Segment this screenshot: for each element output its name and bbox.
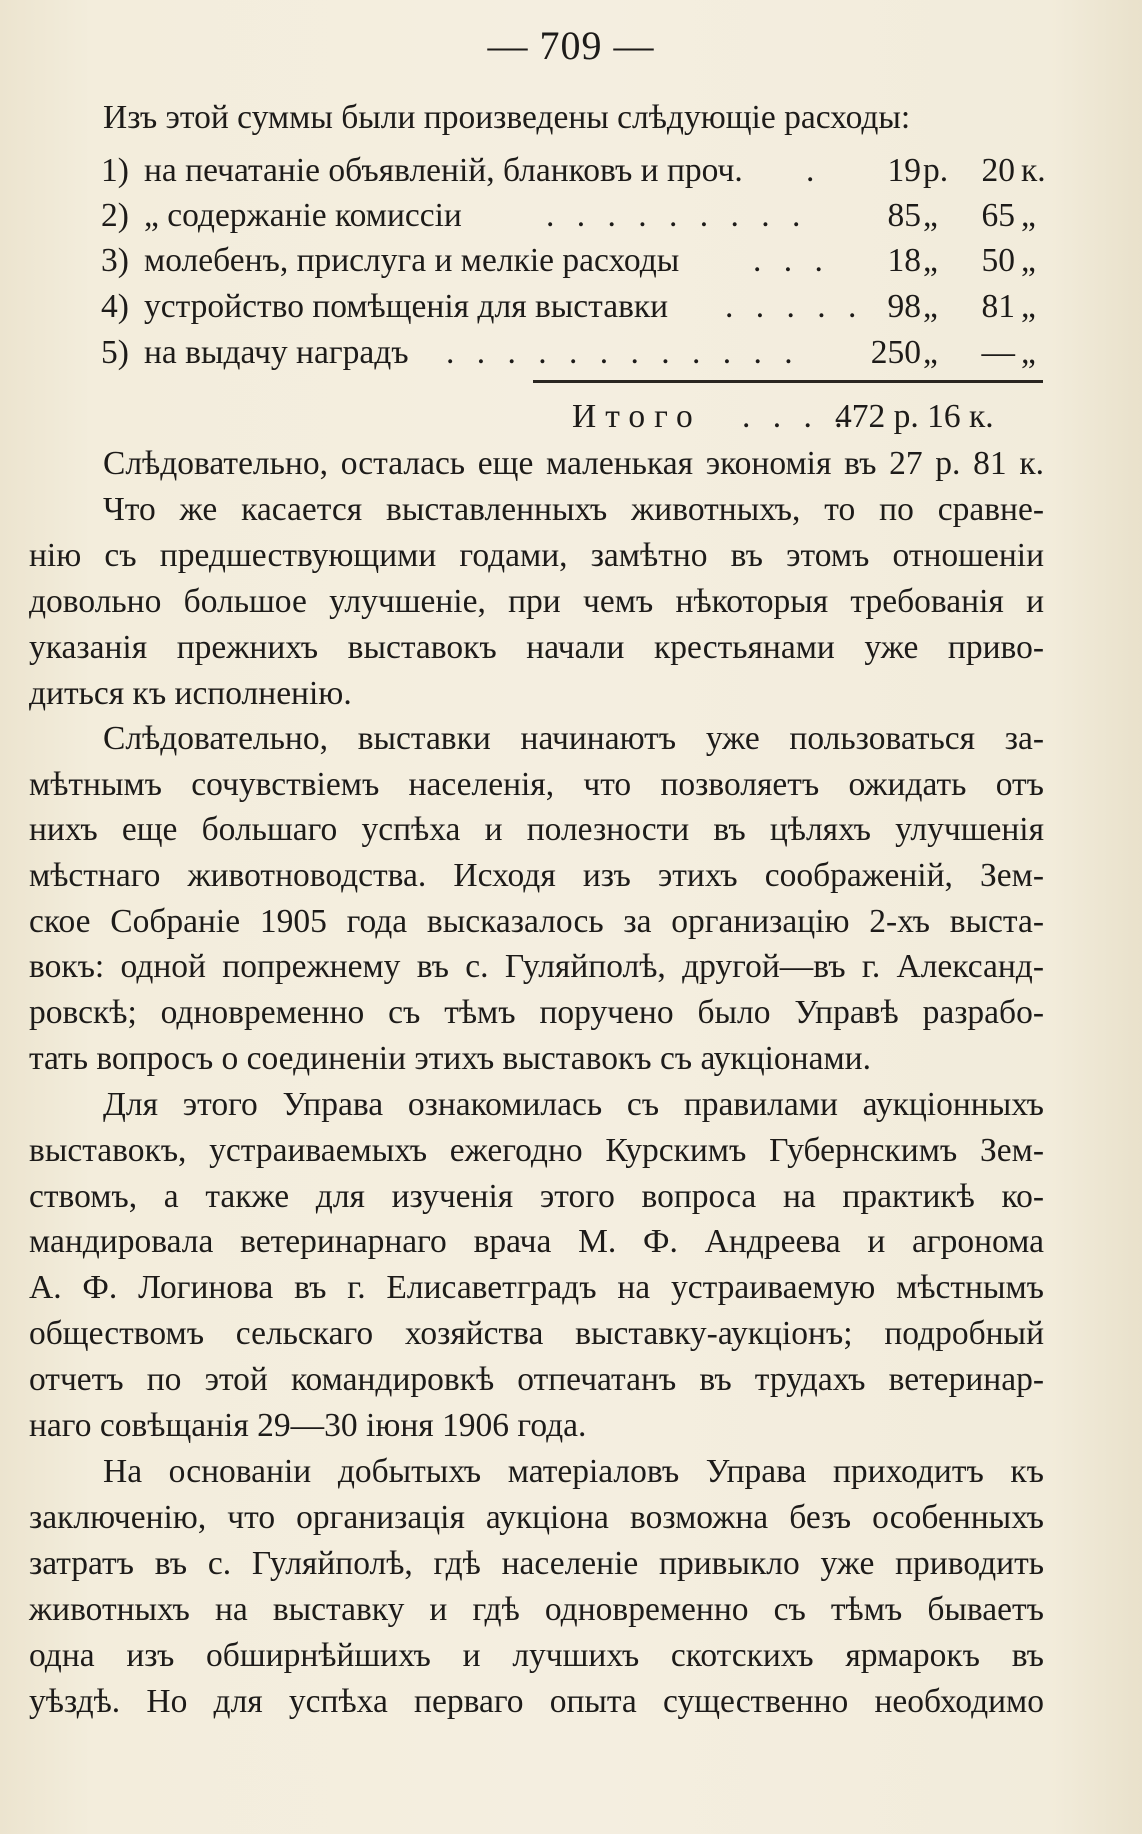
text-line: уѣздѣ. Но для успѣха перваго опыта существенно необходимо — [29, 1683, 1044, 1720]
text-line: мѣтнымъ сочувствіемъ населенія, что позволяетъ ожидать отъ — [29, 766, 1044, 803]
text-line: Что же касается выставленныхъ животныхъ, то по сравне- — [103, 491, 1044, 528]
total-row — [572, 394, 1044, 440]
expense-rubles: 85 — [887, 197, 921, 234]
ruble-unit: „ — [923, 288, 938, 325]
leader-dots: . . . . . . . . . — [546, 197, 808, 234]
expense-rubles: 18 — [887, 242, 921, 279]
leader-dots: . . . . . . . . . . . . — [446, 334, 800, 371]
text-line: А. Ф. Логинова въ г. Елисаветградъ на устраиваемую мѣстнымъ — [29, 1269, 1044, 1306]
expense-row-1 — [101, 148, 1046, 194]
expense-description: „ содержаніе комиссіи — [144, 197, 462, 234]
expense-rubles: 19 — [887, 152, 921, 189]
expense-kopecks: 50 — [981, 242, 1015, 279]
expense-description: на печатаніе объявленій, бланковъ и проч. — [144, 152, 743, 189]
expense-number: 2) — [101, 197, 129, 234]
text-line: ровскѣ; одновременно съ тѣмъ поручено было Управѣ разрабо- — [29, 994, 1044, 1031]
text-line: тать вопросъ о соединеніи этихъ выставокъ съ аукціонами. — [29, 1040, 871, 1077]
text-line: одна изъ обширнѣйшихъ и лучшихъ скотскихъ ярмарокъ въ — [29, 1637, 1044, 1674]
expense-description: молебенъ, прислуга и мелкіе расходы — [144, 242, 680, 279]
kopeck-unit: „ — [1021, 197, 1036, 234]
text-line: обществомъ сельскаго хозяйства выставку-аукціонъ; подробный — [29, 1315, 1044, 1352]
ruble-unit: р. — [923, 152, 949, 189]
text-line: заключенію, что организація аукціона возможна безъ особенныхъ — [29, 1499, 1044, 1536]
text-line: наго совѣщанія 29—30 іюня 1906 года. — [29, 1407, 587, 1444]
total-amount: 472 р. 16 к. — [835, 398, 994, 435]
expense-number: 3) — [101, 242, 129, 279]
leader-dots: . . . . . — [725, 288, 864, 325]
expense-number: 4) — [101, 288, 129, 325]
expense-kopecks: — — [981, 334, 1015, 371]
ruble-unit: „ — [923, 197, 938, 234]
kopeck-unit: к. — [1021, 152, 1046, 189]
expense-kopecks: 65 — [981, 197, 1015, 234]
kopeck-unit: „ — [1021, 288, 1036, 325]
kopeck-unit: „ — [1021, 242, 1036, 279]
expense-kopecks: 81 — [981, 288, 1015, 325]
text-line: вокъ: одной попрежнему въ с. Гуляйполѣ, другой—въ г. Александ- — [29, 948, 1044, 985]
intro-line: Изъ этой суммы были произведены слѣдующіе расходы: — [103, 99, 911, 136]
expense-row-4 — [101, 284, 1043, 330]
text-line: диться къ исполненію. — [29, 675, 352, 712]
text-line: указанія прежнихъ выставокъ начали крестьянами уже приво- — [29, 629, 1044, 666]
text-line: мѣстнаго животноводства. Исходя изъ этихъ соображеній, Зем- — [29, 857, 1044, 894]
expense-description: устройство помѣщенія для выставки — [144, 288, 669, 325]
leader-dots: . — [806, 152, 822, 189]
text-line: довольно большое улучшеніе, при чемъ нѣкоторыя требованія и — [29, 583, 1044, 620]
ruble-unit: „ — [923, 334, 938, 371]
expense-rubles: 250 — [870, 334, 921, 371]
total-leader-dots: . . . . — [742, 398, 850, 435]
text-line: затратъ въ с. Гуляйполѣ, гдѣ населеніе привыкло уже приводить — [29, 1545, 1044, 1582]
text-line: выставокъ, устраиваемыхъ ежегодно Курскимъ Губернскимъ Зем- — [29, 1132, 1044, 1169]
page-number: — 709 — — [487, 23, 655, 68]
text-line: животныхъ на выставку и гдѣ одновременно съ тѣмъ бываетъ — [29, 1591, 1044, 1628]
text-line: Слѣдовательно, выставки начинаютъ уже пользоваться за- — [103, 720, 1044, 757]
text-line: ское Собраніе 1905 года высказалось за организацію 2-хъ выста- — [29, 903, 1044, 940]
text-line: отчетъ по этой командировкѣ отпечатанъ въ трудахъ ветеринар- — [29, 1361, 1044, 1398]
kopeck-unit: „ — [1021, 334, 1036, 371]
expense-rubles: 98 — [887, 288, 921, 325]
total-label: Итого — [572, 398, 702, 435]
ruble-unit: „ — [923, 242, 938, 279]
expense-number: 1) — [101, 152, 129, 189]
total-rule — [533, 380, 1043, 383]
text-line: нію съ предшествующими годами, замѣтно въ этомъ отношеніи — [29, 537, 1044, 574]
text-line: нихъ еще большаго успѣха и полезности въ цѣляхъ улучшенія — [29, 811, 1044, 848]
text-line: мандировала ветеринарнаго врача М. Ф. Андреева и агронома — [29, 1223, 1044, 1260]
leader-dots: . . . — [753, 242, 830, 279]
expense-kopecks: 20 — [981, 152, 1015, 189]
text-line: ствомъ, а также для изученія этого вопроса на практикѣ ко- — [29, 1178, 1044, 1215]
expense-row-2 — [101, 193, 1043, 239]
expense-description: на выдачу наградъ — [144, 334, 409, 371]
text-line: На основаніи добытыхъ матеріаловъ Управа приходитъ къ — [103, 1453, 1044, 1490]
expense-number: 5) — [101, 334, 129, 371]
text-line: Для этого Управа ознакомилась съ правилами аукціонныхъ — [103, 1086, 1044, 1123]
expense-row-3 — [101, 238, 1043, 284]
text-line: Слѣдовательно, осталась еще маленькая экономія въ 27 р. 81 к. — [103, 445, 1044, 482]
expense-row-5 — [101, 330, 1043, 376]
